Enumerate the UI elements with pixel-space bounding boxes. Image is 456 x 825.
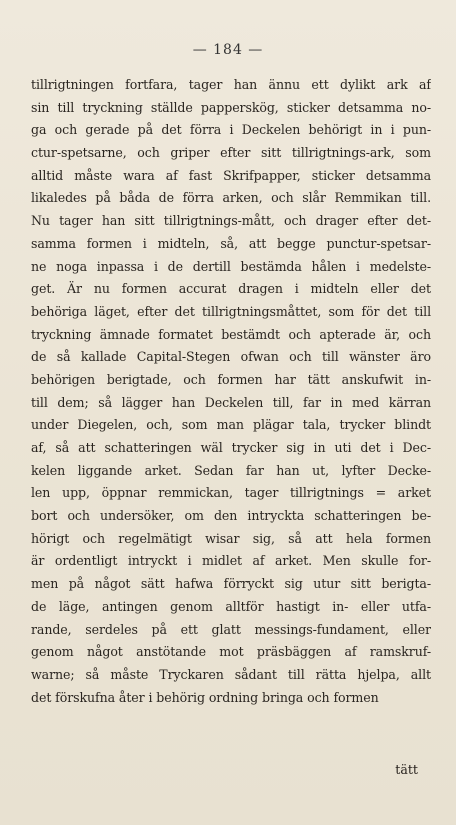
body-text [31, 74, 431, 709]
text-line: det förskufna åter i behörig ordning bringa och formen [31, 689, 379, 705]
text-line: under Diegelen, och, som man plägar tala, trycker blindt [31, 417, 431, 433]
text-line: get. Är nu formen accurat dragen i midteln eller det [31, 281, 431, 297]
text-line: kelen liggande arket. Sedan far han ut, lyfter Decke- [31, 462, 431, 478]
text-line: behörigen berigtade, och formen har tätt anskufwit in- [31, 371, 431, 387]
text-line: Nu tager han sitt tillrigtnings-mått, och drager efter det- [31, 213, 431, 229]
text-line: tryckning ämnade formatet bestämdt och apterade är, och [31, 326, 431, 342]
text-line: sin till tryckning ställde papperskög, sticker detsamma no- [31, 99, 431, 115]
text-line: de så kallade Capital-Stegen ofwan och till wänster äro [31, 349, 431, 365]
text-line: alltid måste wara af fast Skrifpapper, sticker detsamma [31, 167, 431, 183]
text-line: likaledes på båda de förra arken, och slår Remmikan till. [31, 190, 431, 206]
text-line: till dem; så lägger han Deckelen till, far in med kärran [31, 394, 431, 410]
text-line: ctur-spetsarne, och griper efter sitt tillrigtnings-ark, som [31, 145, 431, 161]
text-line: samma formen i midteln, så, att begge punctur-spetsar- [31, 235, 431, 251]
text-line: tillrigtningen fortfara, tager han ännu ett dylikt ark af [31, 77, 431, 92]
text-line: hörigt och regelmätigt wisar sig, så att hela formen [31, 530, 431, 546]
text-line: de läge, antingen genom alltför hastigt in- eller utfa- [31, 598, 431, 614]
text-line: ga och gerade på det förra i Deckelen behörigt in i pun- [31, 122, 431, 138]
text-line: len upp, öppnar remmickan, tager tillrigtnings = arket [31, 485, 431, 501]
text-line: rande, serdeles på ett glatt messings-fundament, eller [31, 621, 431, 637]
text-line: genom något anstötande mot präsbäggen af ramskruf- [31, 644, 431, 660]
page-number: — 184 — [192, 42, 264, 58]
text-line: är ordentligt intryckt i midlet af arket. Men skulle for- [31, 553, 431, 569]
text-line: behöriga läget, efter det tillrigtningsmåttet, som för det till [31, 303, 431, 319]
text-line: af, så att schatteringen wäl trycker sig in uti det i Dec- [31, 440, 431, 455]
text-line: warne; så måste Tryckaren sådant till rätta hjelpa, allt [31, 666, 431, 682]
text-line: ne noga inpassa i de dertill bestämda hålen i medelste- [31, 258, 431, 274]
text-line: bort och undersöker, om den intryckta schatteringen be- [31, 508, 431, 524]
text-line: men på något sätt hafwa förryckt sig utur sitt berigta- [31, 576, 431, 592]
catchword: tätt [395, 762, 418, 777]
